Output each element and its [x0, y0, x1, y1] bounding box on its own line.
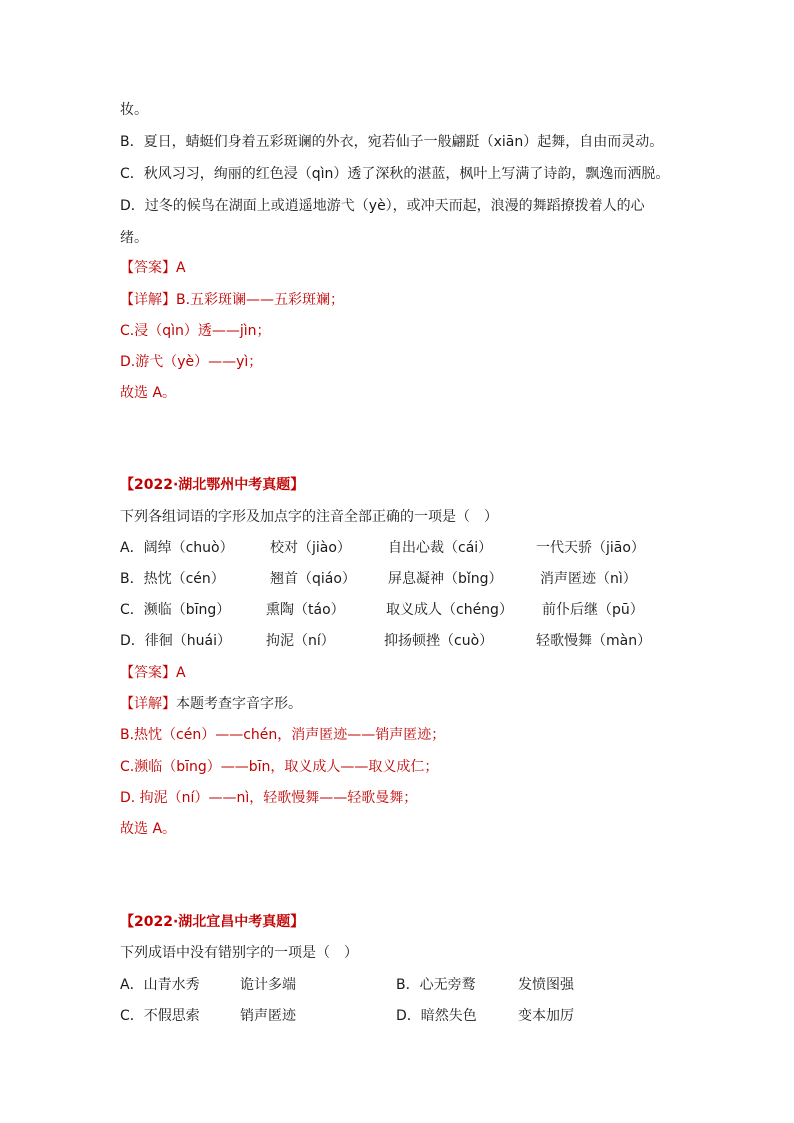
answer-value: A: [176, 665, 186, 681]
detail-intro: 本题考查字音字形。: [176, 696, 302, 712]
q1-detail-2: C.浸（qìn）透——jìn；: [120, 323, 271, 339]
q3-stem: 下列成语中没有错别字的一项是（ ）: [120, 945, 358, 961]
q2-conclusion: 故选 A。: [120, 821, 177, 837]
q2-a-2: 校对（jiào）: [270, 540, 351, 556]
q2-b-2: 翘首（qiáo）: [270, 571, 356, 587]
q2-detail-2: C.濒临（bīng）——bīn，取义成人——取义成仁；: [120, 759, 439, 775]
answer-value: A: [176, 260, 186, 276]
q3-c-text: C．不假思索: [120, 1008, 200, 1024]
detail-tag: 【详解】: [120, 696, 176, 712]
q3-b-word2: 发愤图强: [518, 977, 574, 993]
q1-detail: [120, 290, 344, 310]
q2-d-4: 轻歌慢舞（màn）: [536, 633, 652, 649]
q2-a-3: 自出心裁（cái）: [388, 540, 493, 556]
q2-b-3: 屏息凝神（bǐng）: [388, 571, 503, 587]
q3-a-word2: 诡计多端: [240, 977, 296, 993]
detail-tag: 【详解】: [120, 292, 176, 308]
q2-c-3: 取义成人（chéng）: [386, 602, 513, 618]
q3-a-text: A．山青水秀: [120, 977, 200, 993]
q3-d-text: D．暗然失色: [396, 1008, 477, 1024]
q2-detail-3: D. 拘泥（ní）——nì，轻歌慢舞——轻歌曼舞；: [120, 790, 418, 806]
q1-answer: [120, 258, 186, 278]
q3-c-word2: 销声匿迹: [240, 1008, 296, 1024]
q1-tail-text: 妆。: [120, 102, 148, 118]
q2-detail-1: B.热忱（cén）——chén，消声匿迹——销声匿迹；: [120, 727, 446, 743]
q2-answer: [120, 663, 186, 683]
q2-c-4: 前仆后继（pū）: [542, 602, 644, 618]
detail-text: B.五彩斑谰——五彩斑斓；: [176, 292, 345, 308]
q2-c-2: 熏陶（táo）: [266, 602, 345, 618]
q3-b-text: B．心无旁鹜: [396, 977, 476, 993]
q3-source-heading: 【2022·湖北宜昌中考真题】: [120, 914, 305, 930]
answer-tag: 【答案】: [120, 260, 176, 276]
q1-detail-3: D.游弋（yè）——yì；: [120, 354, 263, 370]
q2-b-1: B．热忱（cén）: [120, 571, 225, 587]
q1-option-c: C．秋风习习，绚丽的红色浸（qìn）透了深秋的湛蓝，枫叶上写满了诗韵，飘逸而洒脱。: [120, 166, 670, 182]
q2-a-1: A．阔绰（chuò）: [120, 540, 234, 556]
q2-detail: [120, 694, 302, 714]
q3-d-word2: 变本加厉: [518, 1008, 574, 1024]
q1-option-d-line1: D．过冬的候鸟在湖面上或逍遥地游弋（yè），或冲天而起，浪漫的舞蹈撩拨着人的心: [120, 198, 645, 214]
q2-a-4: 一代天骄（jiāo）: [536, 540, 645, 556]
q2-source-heading: 【2022·湖北鄂州中考真题】: [120, 477, 305, 493]
q2-b-4: 消声匿迹（nì）: [540, 571, 637, 587]
q2-d-1: D．徘徊（huái）: [120, 633, 231, 649]
q2-d-3: 抑扬顿挫（cuò）: [384, 633, 494, 649]
q1-conclusion: 故选 A。: [120, 385, 177, 401]
q2-c-1: C．濒临（bīng）: [120, 602, 231, 618]
answer-tag: 【答案】: [120, 665, 176, 681]
q2-stem: 下列各组词语的字形及加点字的注音全部正确的一项是（ ）: [120, 509, 498, 525]
q1-option-d-line2: 绪。: [120, 230, 148, 246]
q1-option-b: B．夏日，蜻蜓们身着五彩斑谰的外衣，宛若仙子一般翩跹（xiān）起舞，自由而灵动。: [120, 134, 664, 150]
q2-d-2: 拘泥（ní）: [266, 633, 335, 649]
